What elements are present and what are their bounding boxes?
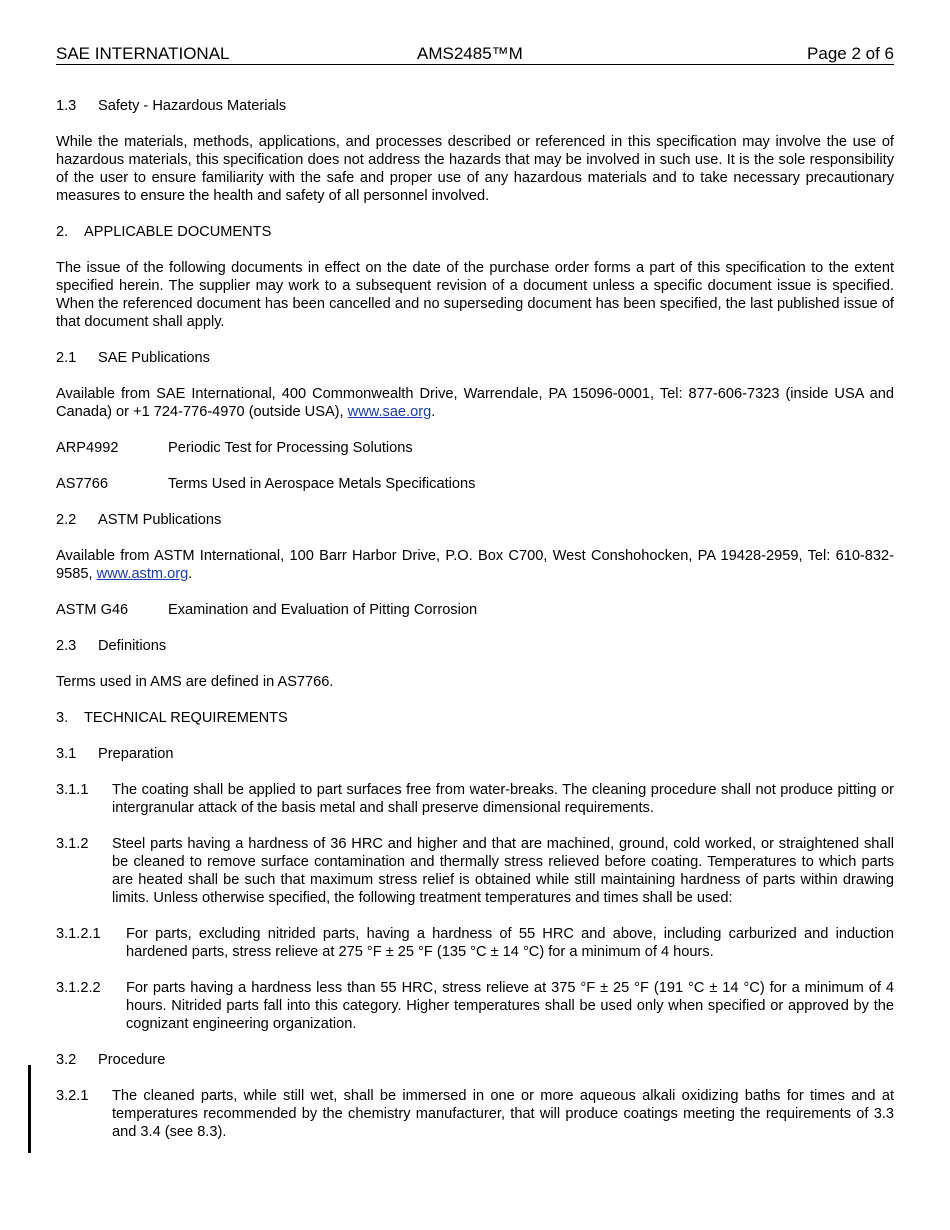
paragraph-text: For parts, excluding nitrided parts, having a hardness of 55 HRC and above, including carburized and induction hardened parts, stress relieve at 275 °F ± 25 °F (135 °C ± 14 °C) for a minimum of 4 hours. <box>126 926 894 960</box>
paragraph-text: The coating shall be applied to part surfaces free from water-breaks. The cleaning procedure shall not produce pitting or intergranular attack of the basis metal and shall preserve dimensional requirements. <box>112 782 894 816</box>
section-heading <box>56 223 894 241</box>
section-title: Procedure <box>98 1052 166 1068</box>
section-title: APPLICABLE DOCUMENTS <box>84 224 272 240</box>
section-paragraph: The issue of the following documents in effect on the date of the purchase order forms a part of this specification to the extent specified herein. The supplier may work to a subsequent revision of a document unless a specific document issue is specified. When the referenced document has been cancelled and no superseding document has been specified, the last published issue of that document shall apply. <box>56 260 894 330</box>
astm-website-link[interactable]: www.astm.org <box>96 566 189 582</box>
reference-code: AS7766 <box>56 476 108 492</box>
section-number: 3.1 <box>56 746 77 762</box>
header-page-number: Page 2 of 6 <box>807 44 894 63</box>
section-paragraph: Available from SAE International, 400 Commonwealth Drive, Warrendale, PA 15096-0001, Tel: 877-606-7323 (inside USA and Canada) or +1 724-776-4970 (outside USA), www.sae.org. <box>56 386 894 420</box>
section-number: 3.2 <box>56 1052 77 1068</box>
section-heading <box>56 97 894 115</box>
reference-entry <box>56 439 894 457</box>
reference-title: Examination and Evaluation of Pitting Corrosion <box>168 602 478 618</box>
reference-entry <box>56 475 894 493</box>
section-paragraph: Terms used in AMS are defined in AS7766. <box>56 674 334 690</box>
section-title: Definitions <box>98 638 167 654</box>
reference-title: Periodic Test for Processing Solutions <box>168 440 413 456</box>
section-title: TECHNICAL REQUIREMENTS <box>84 710 288 726</box>
section-heading <box>56 637 894 655</box>
section-heading <box>56 1051 894 1069</box>
reference-title: Terms Used in Aerospace Metals Specifications <box>168 476 476 492</box>
section-heading <box>56 745 894 763</box>
paragraph-number: 3.1.2.1 <box>56 926 101 942</box>
section-heading <box>56 511 894 529</box>
numbered-paragraph <box>56 979 894 1033</box>
section-number: 2.1 <box>56 350 77 366</box>
sae-website-link[interactable]: www.sae.org <box>347 404 432 420</box>
paragraph-number: 3.1.2.2 <box>56 980 101 996</box>
revision-change-bar <box>28 1065 31 1153</box>
section-number: 2.2 <box>56 512 77 528</box>
section-number: 2.3 <box>56 638 77 654</box>
section-heading <box>56 709 894 727</box>
section-number: 3. <box>56 710 69 726</box>
numbered-paragraph <box>56 781 894 817</box>
page-content <box>56 97 894 1159</box>
paragraph-number: 3.2.1 <box>56 1088 89 1104</box>
section-paragraph: Available from ASTM International, 100 Barr Harbor Drive, P.O. Box C700, West Conshohocken, PA 19428-2959, Tel: 610-832-9585, www.astm.org. <box>56 548 894 582</box>
header-document-number: AMS2485™M <box>417 44 523 63</box>
section-heading <box>56 349 894 367</box>
paragraph-text: Available from ASTM International, 100 Barr Harbor Drive, P.O. Box C700, West Conshohocken, PA 19428-2959, Tel: 610-832-9585, <box>56 548 894 582</box>
paragraph-text: The cleaned parts, while still wet, shall be immersed in one or more aqueous alkali oxidizing baths for times and at temperatures recommended by the chemistry manufacturer, that will produce coatings meeting the requirements of 3.3 and 3.4 (see 8.3). <box>112 1088 894 1140</box>
numbered-paragraph <box>56 1087 894 1141</box>
reference-entry <box>56 601 894 619</box>
paragraph-text: Steel parts having a hardness of 36 HRC and higher and that are machined, ground, cold worked, or straightened shall be cleaned to remove surface contamination and thermally stress relieved before coating. Temperatures to which parts are heated shall be such that maximum stress relief is obtained while still maintaining hardness of parts within drawing limits. Unless otherwise specified, the following treatment temperatures and times shall be used: <box>112 836 894 906</box>
section-paragraph: While the materials, methods, applications, and processes described or referenced in this specification may involve the use of hazardous materials, this specification does not address the hazards that may be involved in such use. It is the sole responsibility of the user to ensure familiarity with the safe and proper use of any hazardous materials and to take necessary precautionary measures to ensure the health and safety of all personnel involved. <box>56 134 894 204</box>
section-title: SAE Publications <box>98 350 210 366</box>
numbered-paragraph <box>56 835 894 907</box>
reference-code: ASTM G46 <box>56 602 129 618</box>
paragraph-number: 3.1.2 <box>56 836 89 852</box>
section-title: Safety - Hazardous Materials <box>98 98 287 114</box>
paragraph-text: Available from SAE International, 400 Commonwealth Drive, Warrendale, PA 15096-0001, Tel: 877-606-7323 (inside USA and Canada) or +1 724-776-4970 (outside USA), <box>56 386 894 420</box>
section-title: ASTM Publications <box>98 512 222 528</box>
page-header <box>56 44 894 65</box>
paragraph-number: 3.1.1 <box>56 782 89 798</box>
reference-code: ARP4992 <box>56 440 119 456</box>
numbered-paragraph <box>56 925 894 961</box>
section-title: Preparation <box>98 746 174 762</box>
section-number: 2. <box>56 224 69 240</box>
section-number: 1.3 <box>56 98 77 114</box>
paragraph-text: For parts having a hardness less than 55 HRC, stress relieve at 375 °F ± 25 °F (191 °C ± 14 °C) for a minimum of 4 hours. Nitrided parts fall into this category. Higher temperatures shall be used only when specified or approved by the cognizant engineering organization. <box>126 980 894 1032</box>
header-organization: SAE INTERNATIONAL <box>56 44 230 63</box>
